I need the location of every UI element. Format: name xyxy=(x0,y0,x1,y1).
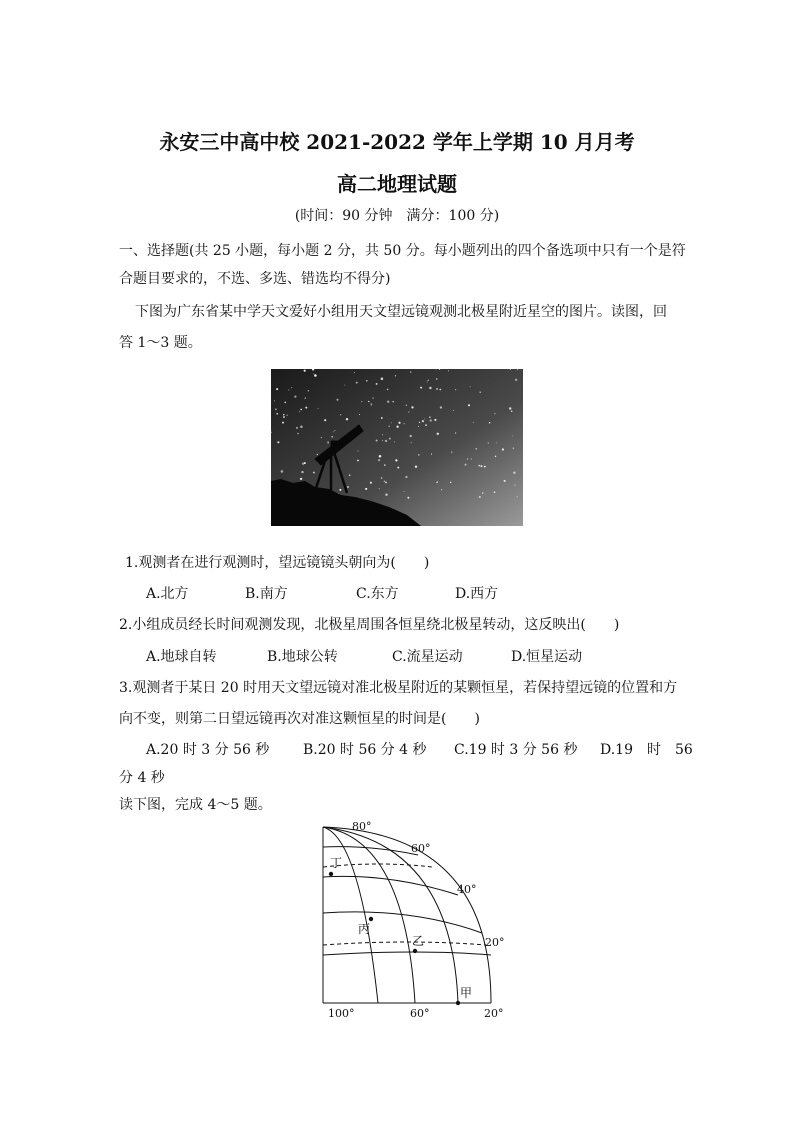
telescope-starry-sky-photo xyxy=(271,369,523,526)
intro2-text: 读下图，完成 4～5 题。 xyxy=(119,797,272,813)
point-label-yi: 乙 xyxy=(412,934,425,948)
question-2-option-a: A.地球自转 xyxy=(146,649,217,665)
lat-label-20: 20° xyxy=(485,936,505,949)
question-3-option-b: B.20 时 56 分 4 秒 xyxy=(303,742,427,758)
question-1-option-a: A.北方 xyxy=(146,586,189,602)
latitude-longitude-map xyxy=(310,815,510,1020)
lat-label-40: 40° xyxy=(457,883,477,896)
lon-label-60: 60° xyxy=(410,1007,430,1020)
section-instruction-line1: 一、选择题(共 25 小题，每小题 2 分，共 50 分。每小题列出的四个备选项中只有一个是符 xyxy=(119,243,686,259)
question-2-option-b: B.地球公转 xyxy=(267,649,338,665)
question-1-stem: 1.观测者在进行观测时，望远镜镜头朝向为( ) xyxy=(125,555,430,571)
lon-label-100: 100° xyxy=(328,1007,355,1020)
section-instruction-line2: 合题目要求的，不选、多选、错选均不得分) xyxy=(119,271,391,287)
question-3-option-a: A.20 时 3 分 56 秒 xyxy=(146,742,270,758)
point-label-bing: 丙 xyxy=(358,922,371,936)
question-2-option-d: D.恒星运动 xyxy=(511,649,583,665)
question-1-option-c: C.东方 xyxy=(356,586,399,602)
exam-title: 永安三中高中校 2021-2022 学年上学期 10 月月考 xyxy=(159,130,635,154)
lon-label-20: 20° xyxy=(484,1007,504,1020)
question-3-stem-line1: 3.观测者于某日 20 时用天文望远镜对准北极星附近的某颗恒星，若保持望远镜的位置和方 xyxy=(119,680,678,696)
question-2-stem: 2.小组成员经长时间观测发现，北极星周围各恒星绕北极星转动，这反映出( ) xyxy=(119,617,620,633)
point-label-jia: 甲 xyxy=(460,986,473,1000)
question-1-option-b: B.南方 xyxy=(245,586,288,602)
point-label-ding: 丁 xyxy=(330,856,343,870)
lat-label-80: 80° xyxy=(352,820,372,833)
question-3-option-d-continued: 分 4 秒 xyxy=(119,770,165,786)
question-1-option-d: D.西方 xyxy=(455,586,499,602)
exam-info: (时间：90 分钟 满分：100 分) xyxy=(294,208,500,224)
question-2-option-c: C.流星运动 xyxy=(392,649,463,665)
intro1-line1: 下图为广东省某中学天文爱好小组用天文望远镜观测北极星附近星空的图片。读图，回 xyxy=(135,304,667,320)
question-3-option-d: D.19 时 56 xyxy=(600,742,693,758)
lat-label-60: 60° xyxy=(411,842,431,855)
exam-subtitle: 高二地理试题 xyxy=(337,172,457,196)
intro1-line2: 答 1～3 题。 xyxy=(119,335,202,351)
question-3-stem-line2: 向不变，则第二日望远镜再次对准这颗恒星的时间是( ) xyxy=(119,711,480,727)
question-3-option-c: C.19 时 3 分 56 秒 xyxy=(454,742,578,758)
